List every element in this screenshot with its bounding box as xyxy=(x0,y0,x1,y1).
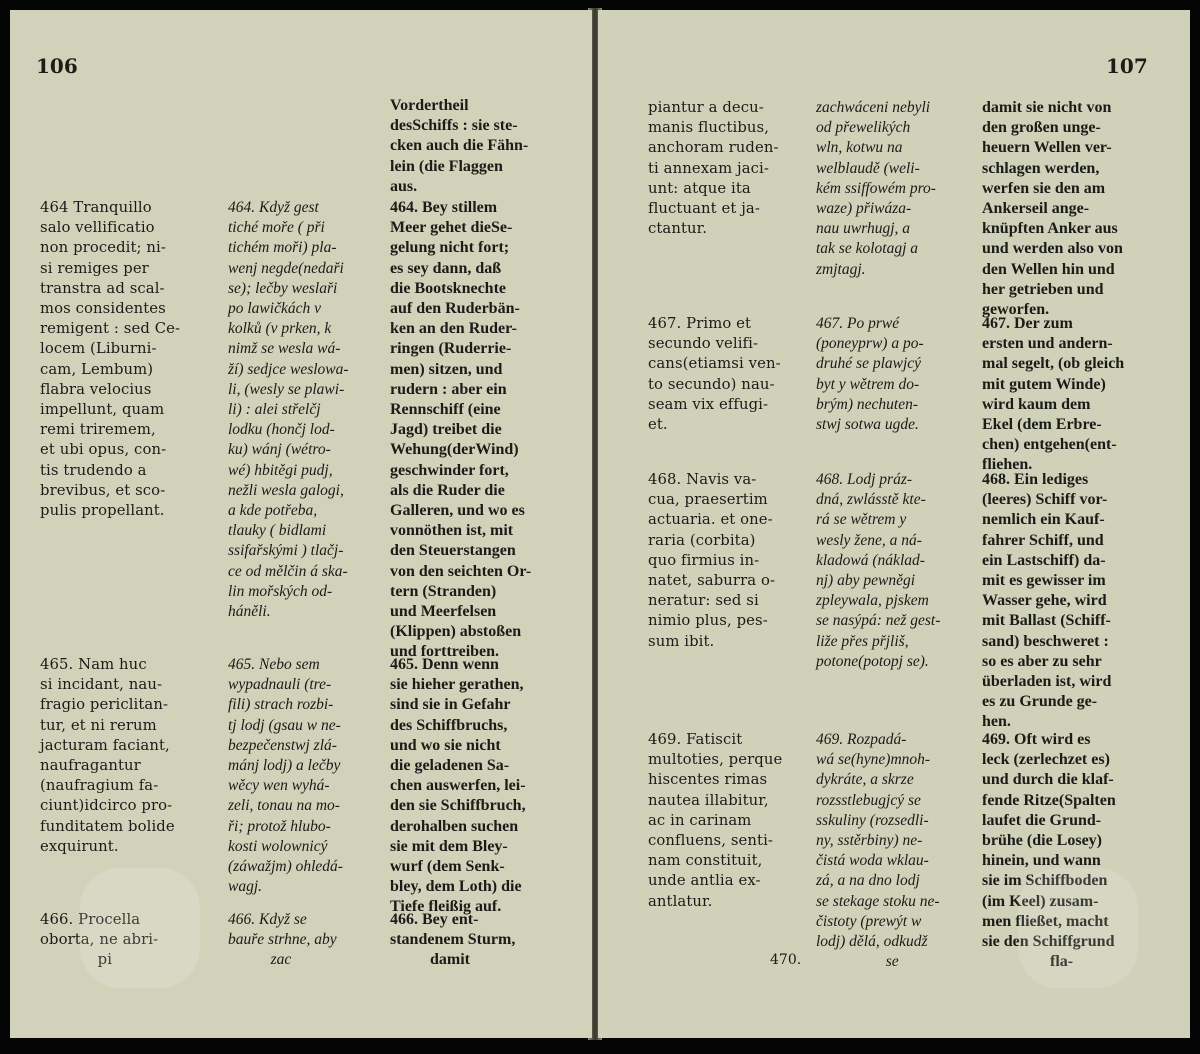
left-page xyxy=(10,10,592,1038)
latin-paragraph-465: 465. Nam huc si incidant, nau- fragio periclitan- tur, et ni rerum jacturam faciant, naufragantur (naufragium fa- ciunt)idcirco pro- funditatem bolide exquirunt. xyxy=(40,656,175,855)
german-paragraph-465: 465. Denn wenn sie hieher gerathen, sind sie in Gefahr des Schiffbruchs, und wo sie nicht die geladenen Sa- chen auswerfen, lei- den sie Schiffbruch, derohalben suchen sie mit dem Bley- wurf (dem Senk- bley, dem Loth) die Tiefe fleißig auf. xyxy=(390,656,526,916)
page-number: 106 xyxy=(36,54,78,78)
latin-paragraph-467: 467. Primo et secundo velifi- cans(etiamsi ven- to secundo) nau- seam vix effugi- et. xyxy=(648,315,781,434)
czech-paragraph-465: 465. Nebo sem wypadnauli (tre- fili) strach rozbi- tj lodj (gsau w ne- bezpečenstwj zlá- mánj lodj) a lečby wěcy wen wyhá- zeli, tonau na mo- ři; protož hlubo- kosti wolownicý (záwažjm) ohledá- wagj. xyxy=(228,656,343,896)
czech-paragraph-464: 464. Když gest tiché moře ( při tichém moři) pla- wenj negde(nedaři se); lečby weslaři po lawičkách v kolků (v prken, k nimž se wesla wá- ží) sedjce weslowa- li, (wesly se plawi- li) : alei střelčj lodku (hončj lod- ku) wánj (wétro- wé) hbitěgi pudj, nežli wesla galogi, a kde potřeba, tlauky ( bidlami ssifařskými ) tlačj- ce od mělčin á ska- lin mořských od- háněli. xyxy=(228,199,349,621)
latin-paragraph-466: 466. Procella oborta, ne abri- pi xyxy=(40,911,159,969)
czech-paragraph-466: 466. Když se bauře strhne, aby zac xyxy=(228,911,337,969)
watermark-blotch xyxy=(1018,868,1138,988)
latin-paragraph-468: 468. Navis va- cua, praesertim actuaria. et one- raria (corbita) quo firmius in- natet, saburra o- neratur: sed si nimio plus, pes- sum ibit. xyxy=(648,471,776,650)
czech-paragraph-469: 469. Rozpadá- wá se(hyne)mnoh- dykráte, a skrze rozsstlebugjcý se sskuliny (rozsedli- ny, sstěrbiny) ne- čistá woda wklau- zá, a na dno lodj se stekage stoku ne- čistoty (prewýt w lodj) dělá, odkudž se xyxy=(816,731,940,971)
right-page xyxy=(598,10,1190,1038)
czech-paragraph-467: 467. Po prwé (poneyprw) a po- druhé se plawjcý byt y wětrem do- brým) nechuten- stwj sotwa ugde. xyxy=(816,315,924,434)
german-paragraph-468: 468. Ein lediges (leeres) Schiff vor- nemlich ein Kauf- fahrer Schiff, und ein Lastschiff) da- mit es gewisser im Wasser gehe, wird mit Ballast (Schiff- sand) beschweret : so es aber zu sehr überladen ist, wird es zu Grunde ge- hen. xyxy=(982,471,1112,731)
watermark-blotch xyxy=(80,868,200,988)
bottom-page-number: 470. xyxy=(770,952,802,968)
german-paragraph-467: 467. Der zum ersten und andern- mal segelt, (ob gleich mit gutem Winde) wird kaum dem Ekel (dem Erbre- chen) entgehen(ent- fliehen. xyxy=(982,315,1125,474)
latin-paragraph-464: 464 Tranquillo salo vellificatio non procedit; ni- si remiges per transtra ad scal- mos considentes remigent : sed Ce- locem (Liburni- cam, Lembum) flabra velocius impellunt, quam remi triremem, et ubi opus, con- tis trudendo a brevibus, et sco- pulis propellant. xyxy=(40,199,181,520)
latin-continuation: piantur a decu- manis fluctibus, anchoram ruden- ti annexam jaci- unt: atque ita fluctuant et ja- ctantur. xyxy=(648,99,779,238)
latin-paragraph-469: 469. Fatiscit multoties, perque hiscentes rimas nautea illabitur, ac in carinam confluens, senti- nam constituit, unde antlia ex- antlatur. xyxy=(648,731,783,910)
german-paragraph-469: 469. Oft wird es leck (zerlechzet es) und durch die klaf- fende Ritze(Spalten laufet die Grund- brühe (die Losey) hinein, und wann sie im Schiffboden (im Keel) zusam- men fließet, macht sie den Schiffgrund fla- xyxy=(982,731,1116,971)
german-continuation: damit sie nicht von den großen unge- heuern Wellen ver- schlagen werden, werfen sie den am Ankerseil ange- knüpften Anker aus und werden also von den Wellen hin und her getrieben und geworfen. xyxy=(982,99,1123,319)
german-paragraph-466: 466. Bey ent- standenem Sturm, damit xyxy=(390,911,516,969)
czech-paragraph-468: 468. Lodj práz- dná, zwlásstě kte- rá se wětrem y wesly žene, a ná- kladowá (náklad- nj) aby pewněgi zpleywala, pjskem se nasýpá: než gest- liže přes přjliš, potone(potopj se). xyxy=(816,471,941,670)
page-number: 107 xyxy=(1106,54,1148,78)
german-paragraph-464: 464. Bey stillem Meer gehet dieSe- gelung nicht fort; es sey dann, daß die Bootsknechte auf den Ruderbän- ken an den Ruder- ringen (Ruderrie- men) sitzen, und rudern : aber ein Rennschiff (eine Jagd) treibet die Wehung(derWind) geschwinder fort, als die Ruder die Galleren, und wo es vonnöthen ist, mit den Steuerstangen von den seichten Or- tern (Stranden) und Meerfelsen (Klippen) abstoßen und forttreiben. xyxy=(390,199,532,661)
czech-continuation: zachwáceni nebyli od přewelikých wln, kotwu na welblaudě (weli- kém ssiffowém pro- waze) přiwáza- nau uwrhugj, a tak se kolotagj a zmjtagj. xyxy=(816,99,936,278)
german-heading-continuation: Vordertheil desSchiffs : sie ste- cken auch die Fähn- lein (die Flaggen aus. xyxy=(390,97,529,195)
